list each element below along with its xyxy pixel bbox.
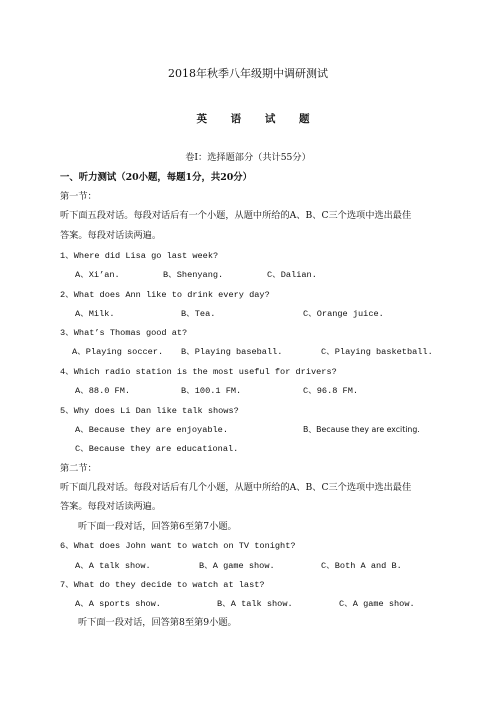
q2-option-b: B、Tea. [181,309,216,319]
q6-option-c: C、Both A and B. [321,561,402,571]
part2-instruction-line2: 答案。每段对话读两遍。 [60,501,162,512]
question-1: 1、Where did Lisa go last week? [60,251,219,261]
q7-option-b: B、A talk show. [217,599,293,609]
q7-option-a: A、A sports show. [75,599,161,609]
q5-option-c: C、Because they are educational. [75,444,239,454]
q1-option-b: B、Shenyang. [163,270,224,280]
q4-option-b: B、100.1 FM. [181,386,242,396]
dialog-note-8-9: 听下面一段对话，回答第8至第9小题。 [78,617,237,628]
question-3: 3、What’s Thomas good at? [60,328,188,338]
q2-option-c: C、Orange juice. [303,309,384,319]
subject-title: 英 语 试 题 [196,113,320,125]
part1-instruction-line1: 听下面五段对话。每段对话后有一个小题，从题中所给的A、B、C三个选项中选出最佳 [60,210,412,221]
question-2: 2、What does Ann like to drink every day? [60,290,270,300]
q7-option-c: C、A game show. [339,599,415,609]
part2-label: 第二节： [60,463,97,474]
question-6: 6、What does John want to watch on TV tonight? [60,541,296,551]
part1-instruction-line2: 答案。每段对话读两遍。 [60,230,162,241]
dialog-note-6-7: 听下面一段对话，回答第6至第7小题。 [78,521,237,532]
question-7: 7、What do they decide to watch at last? [60,580,265,590]
q4-option-c: C、96.8 FM. [303,386,359,396]
q3-option-b: B、Playing baseball. [181,347,283,357]
q5-option-b: B、Because they are exciting. [303,425,420,434]
q5-option-a: A、Because they are enjoyable. [75,425,228,435]
q3-option-c: C、Playing basketball. [321,347,433,357]
q2-option-a: A、Milk. [75,309,115,319]
volume-heading: 卷Ⅰ：选择题部分（共计55分） [185,152,311,163]
q6-option-b: B、A game show. [199,561,275,571]
question-4: 4、Which radio station is the most useful for drivers? [60,367,337,377]
part2-instruction-line1: 听下面几段对话。每段对话后有几个小题，从题中所给的A、B、C三个选项中选出最佳 [60,482,412,493]
q6-option-a: A、A talk show. [75,561,151,571]
part1-label: 第一节： [60,191,97,202]
section-heading: 一、听力测试（20小题，每题1分，共20分） [60,172,252,183]
q1-option-c: C、Dalian. [267,270,317,280]
exam-title: 2018年秋季八年级期中调研测试 [168,67,328,80]
q1-option-a: A、Xi’an. [75,270,120,280]
q4-option-a: A、88.0 FM. [75,386,131,396]
question-5: 5、Why does Li Dan like talk shows? [60,406,239,416]
q3-option-a: A、Playing soccer. [72,347,164,357]
